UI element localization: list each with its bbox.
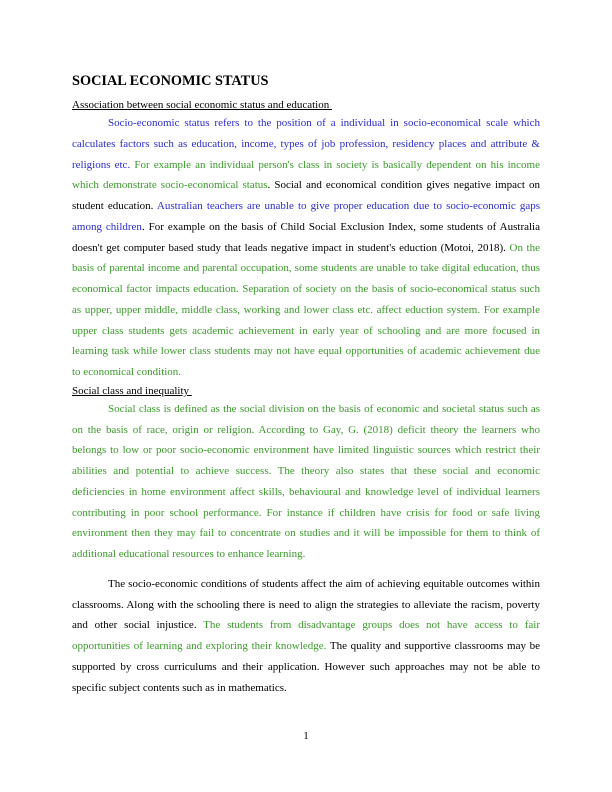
document-title: SOCIAL ECONOMIC STATUS bbox=[72, 73, 269, 89]
paragraph-association bbox=[72, 113, 540, 383]
section-heading-social-class: Social class and inequality bbox=[72, 384, 192, 397]
text-run: The socio-economic conditions of students affect the aim of achieving equitable outcomes within classrooms. Along with the schooling there is need to align the strategies to alleviate the racism, poverty and other social injustice. bbox=[72, 577, 540, 632]
text-run: . For example on the basis of Child Social Exclusion Index, some students of Australia doesn't get computer based study that leads negative impact in student's eduction (Motoi, 2018). bbox=[72, 220, 541, 254]
text-run: . Social and economical condition gives negative impact on student education. bbox=[72, 179, 540, 212]
text-run: Social class is defined as the social division on the basis of economic and societal status such as on the basis of race, origin or religion. According to Gay, G. (2018) deficit theory the learners who belongs to low or poor socio-economic environment have limited linguistic sources which restrict their abilities and potential to achieve success. The theory also states that these social and economic deficiencies in home environment affect skills, behavioural and knowledge level of individual learners contributing in poor school performance. For instance if children have crisis for food or safe living environment then they may fail to concentrate on studies and it will be impossible for them to think of additional educational resources to enhance learning. bbox=[72, 402, 540, 560]
section-heading-association: Association between social economic status and education bbox=[72, 99, 332, 111]
page-number: 1 bbox=[303, 730, 309, 742]
text-run: The quality and supportive classrooms may be supported by cross curriculums and their application. However such approaches may not be able to specific subject contents such as in mathematics. bbox=[72, 640, 540, 694]
text-run: On the basis of parental income and parental occupation, some students are unable to take digital education, thus economical factor impacts education. Separation of society on the basis of socio-economical status such as upper, upper middle, middle class, working and lower class etc. affect eduction system. For example upper class students gets academic achievement in early year of schooling and are more focused in learning task while lower class students may not have equal opportunities of academic achievement due to economical condition. bbox=[72, 241, 540, 378]
text-run: Australian teachers are unable to give proper education due to socio-economic gaps among children bbox=[72, 200, 540, 233]
text-run: The students from disadvantage groups does not have access to fair opportunities of learning and exploring their knowledge. bbox=[72, 619, 540, 652]
page-content bbox=[72, 72, 540, 698]
text-run: Socio-economic status refers to the position of a individual in socio-economical scale which calculates factors such as education, income, types of job profession, residency places and attribute & religions etc. bbox=[72, 117, 540, 171]
paragraph-social-class bbox=[72, 399, 540, 565]
text-run: For example an individual person's class in society is basically dependent on his income which demonstrate socio-economical status bbox=[72, 158, 540, 192]
paragraph-socio-economic-conditions bbox=[72, 574, 540, 699]
